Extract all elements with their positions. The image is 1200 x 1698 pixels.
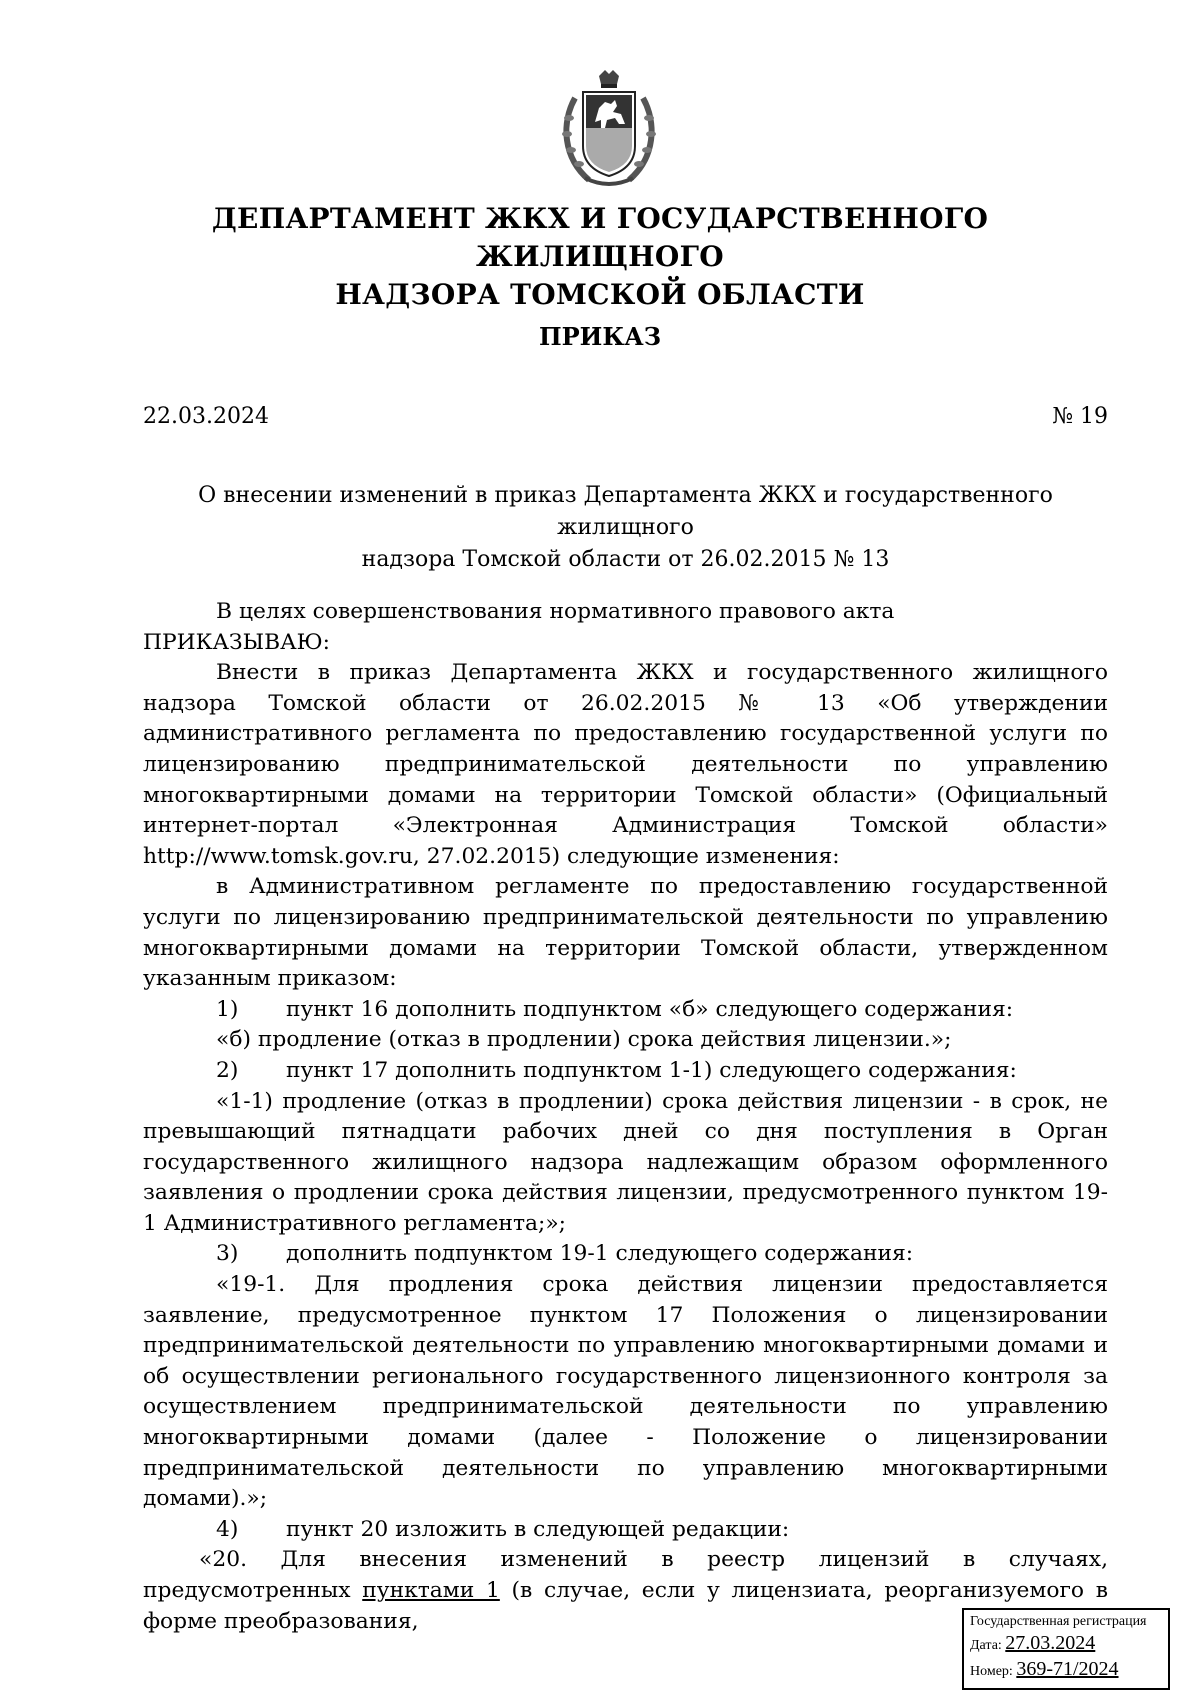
list-item-text: дополнить подпунктом 19-1 следующего содержания: [286, 1241, 914, 1267]
list-item-number: 1) [216, 996, 239, 1022]
list-item-number: 2) [216, 1057, 239, 1083]
paragraph-subitem-b: «б) продление (отказ в продлении) срока действия лицензии.»; [216, 1027, 952, 1053]
registration-title: Государственная регистрация [970, 1614, 1147, 1629]
paragraph-amend-order: Внести в приказ Департамента ЖКХ и государственного жилищного надзора Томской области от 26.02.2015 № 13 «Об утверждении административного регламента по предоставлению государственной услуги по лицензированию предпринимательской деятельности по управлению многоквартирными домами на территории Томской области» (Официальный интернет-портал «Электронная Администрация Томской области» http://www.tomsk.gov.ru, 27.02.2015) следующие изменения: [143, 660, 1108, 869]
subject-line2: надзора Томской области от 26.02.2015 № 13 [361, 547, 890, 572]
paragraph-regulation: в Административном регламенте по предоставлению государственной услуги по лицензированию предпринимательской деятельности по управлению многоквартирными домами на территории Томской области, утвержденном указанным приказом: [143, 874, 1108, 992]
document-number: № 19 [1052, 404, 1108, 429]
list-item-number: 4) [216, 1516, 239, 1542]
link-items-1[interactable]: пунктами 1 [362, 1578, 500, 1603]
list-item-2 [143, 1056, 1108, 1087]
paragraph-item-20-start: «20. Для внесения изменений в реестр лицензий в случаях, предусмотренных [143, 1547, 1108, 1603]
list-item-text: пункт 17 дополнить подпунктом 1-1) следующего содержания: [286, 1057, 1017, 1083]
tomsk-coat-of-arms-icon [555, 68, 663, 190]
registration-date-line [970, 1630, 1162, 1656]
paragraph-subitem-19-1: «19-1. Для продления срока действия лицензии предоставляется заявление, предусмотренное пунктом 17 Положения о лицензировании предпринимательской деятельности по управлению многоквартирными домами и об осуществлении регионального государственного лицензионного контроля за осуществлением предпринимательской деятельности по управлению многоквартирными домами (далее - Положение о лицензировании предпринимательской деятельности по управлению многоквартирными домами).»; [143, 1272, 1108, 1512]
registration-date-value: 27.03.2024 [1005, 1632, 1096, 1654]
department-title-line2: НАДЗОРА ТОМСКОЙ ОБЛАСТИ [335, 278, 865, 311]
paragraph-purpose: В целях совершенствования нормативного правового акта [216, 599, 895, 624]
registration-number-line [970, 1656, 1162, 1682]
registration-stamp [962, 1608, 1170, 1690]
registration-number-value: 369-71/2024 [1016, 1658, 1119, 1680]
list-item-number: 3) [216, 1241, 239, 1267]
department-title [100, 200, 1100, 314]
list-item-1 [143, 995, 1108, 1026]
document-kind: ПРИКАЗ [538, 322, 662, 351]
paragraph-subitem-1-1: «1-1) продление (отказ в продлении) срока действия лицензии - в срок, не превышающий пятнадцати рабочих дней со дня поступления в Орган государственного жилищного надзора надлежащим образом оформленного заявления о продлении срока действия лицензии, предусмотренного пунктом 19-1 Административного регламента;»; [143, 1088, 1108, 1236]
document-body [143, 597, 1108, 1637]
list-item-text: пункт 20 изложить в следующей редакции: [286, 1516, 790, 1542]
document-subject [143, 480, 1108, 576]
subject-line1: О внесении изменений в приказ Департамента ЖКХ и государственного жилищного [198, 483, 1053, 540]
list-item-3 [143, 1239, 1108, 1270]
document-meta [143, 402, 1108, 432]
registration-date-label: Дата: [970, 1638, 1002, 1653]
department-title-line1: ДЕПАРТАМЕНТ ЖКХ И ГОСУДАРСТВЕННОГО ЖИЛИЩНОГО [211, 202, 989, 273]
list-item-4 [143, 1515, 1108, 1546]
paragraph-order: ПРИКАЗЫВАЮ: [143, 629, 330, 655]
list-item-text: пункт 16 дополнить подпунктом «б» следующего содержания: [286, 996, 1014, 1022]
paragraph-item-20-rest: (в случае, если у лицензиата, реорганизуемого в форме преобразования, [143, 1578, 1108, 1634]
registration-number-label: Номер: [970, 1664, 1013, 1679]
document-date: 22.03.2024 [143, 404, 269, 429]
